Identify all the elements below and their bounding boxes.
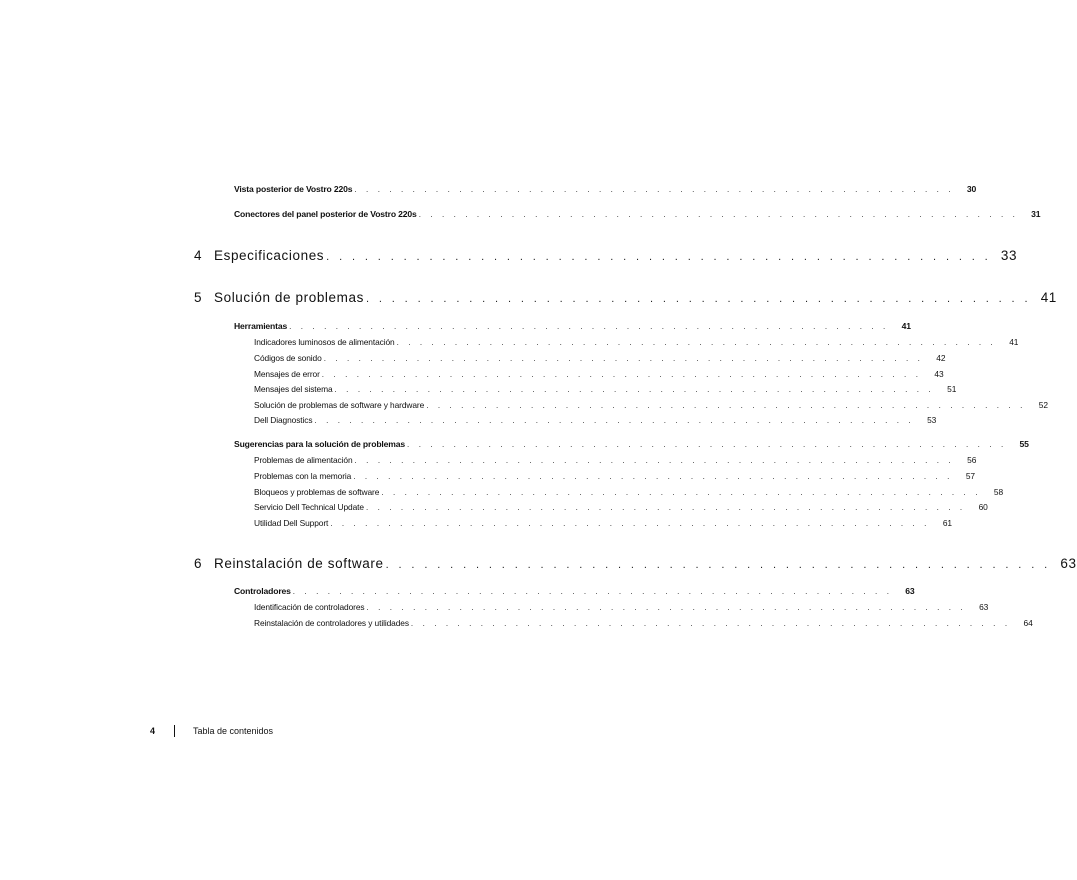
toc-entry-page: 31	[1031, 209, 1041, 219]
footer-title: Tabla de contenidos	[193, 726, 274, 736]
toc-entry-dell-diagnostics[interactable]	[254, 415, 937, 429]
toc-leader-dots: . . . . . . . . . . . . . . . . . . . . . . . . . . . . . . . . . . . . . . . . . . . . . . . . . . . .	[365, 293, 1031, 305]
toc-leader-dots: . . . . . . . . . . . . . . . . . . . . . . . . . . . . . . . . . . . . . . . . . . . . . . . . . . . .	[354, 456, 955, 465]
toc-entry-page: 51	[947, 384, 957, 394]
toc-entry-mensajes-sistema[interactable]	[254, 384, 957, 398]
toc-entry-page: 63	[1060, 556, 1077, 571]
toc-entry-identificacion[interactable]	[254, 602, 989, 616]
toc-entry-page: 30	[966, 184, 977, 194]
toc-leader-dots: . . . . . . . . . . . . . . . . . . . . . . . . . . . . . . . . . . . . . . . . . . . . . . . . . . . .	[330, 519, 930, 528]
toc-entry-label: Reinstalación de software	[214, 556, 384, 571]
toc-entry-page: 41	[901, 321, 911, 331]
toc-entry-codigos[interactable]	[254, 353, 946, 367]
page-footer	[150, 724, 273, 738]
toc-chapter-number: 6	[194, 556, 203, 571]
toc-chapter-5[interactable]	[194, 290, 1057, 310]
toc-leader-dots: . . . . . . . . . . . . . . . . . . . . . . . . . . . . . . . . . . . . . . . . . . . . . . . . . . . .	[396, 338, 997, 347]
toc-leader-dots: . . . . . . . . . . . . . . . . . . . . . . . . . . . . . . . . . . . . . . . . . . . . . . . . . . . .	[289, 322, 889, 331]
toc-leader-dots: . . . . . . . . . . . . . . . . . . . . . . . . . . . . . . . . . . . . . . . . . . . . . . . . . . . .	[292, 587, 893, 596]
toc-chapter-6[interactable]	[194, 556, 1077, 576]
toc-entry-problemas-alimentacion[interactable]	[254, 455, 977, 469]
toc-entry-label: Mensajes de error	[254, 369, 320, 379]
toc-chapter-number: 5	[194, 290, 203, 305]
toc-leader-dots: . . . . . . . . . . . . . . . . . . . . . . . . . . . . . . . . . . . . . . . . . . . . . . . . . . . .	[323, 354, 924, 363]
toc-entry-label: Indicadores luminosos de alimentación	[254, 337, 395, 347]
toc-entry-page: 55	[1019, 439, 1029, 449]
toc-entry-page: 52	[1038, 400, 1048, 410]
toc-entry-controladores[interactable]	[234, 586, 915, 600]
toc-entry-label: Utilidad Dell Support	[254, 518, 329, 528]
toc-entry-dell-support[interactable]	[254, 518, 952, 532]
toc-entry-page: 63	[905, 586, 915, 596]
toc-leader-dots: . . . . . . . . . . . . . . . . . . . . . . . . . . . . . . . . . . . . . . . . . . . . . . . . . . . .	[353, 472, 953, 481]
toc-chapter-number: 4	[194, 248, 203, 263]
toc-entry-label: Conectores del panel posterior de Vostro 220s	[234, 209, 417, 219]
toc-entry-label: Solución de problemas	[214, 290, 364, 305]
footer-page-number: 4	[150, 726, 156, 736]
toc-leader-dots: . . . . . . . . . . . . . . . . . . . . . . . . . . . . . . . . . . . . . . . . . . . . . . . . . . . .	[326, 251, 992, 263]
toc-entry-page: 33	[1000, 248, 1018, 263]
toc-entry-page: 42	[936, 353, 946, 363]
toc-leader-dots: . . . . . . . . . . . . . . . . . . . . . . . . . . . . . . . . . . . . . . . . . . . . . . . . . . . .	[314, 416, 915, 425]
toc-entry-page: 61	[942, 518, 952, 528]
toc-leader-dots: . . . . . . . . . . . . . . . . . . . . . . . . . . . . . . . . . . . . . . . . . . . . . . . . . . . .	[365, 503, 966, 512]
toc-leader-dots: . . . . . . . . . . . . . . . . . . . . . . . . . . . . . . . . . . . . . . . . . . . . . . . . . . . .	[426, 401, 1026, 410]
toc-entry-label: Solución de problemas de software y hardware	[254, 400, 425, 410]
toc-entry-page: 53	[927, 415, 937, 425]
toc-leader-dots: . . . . . . . . . . . . . . . . . . . . . . . . . . . . . . . . . . . . . . . . . . . . . . . . . . . .	[321, 370, 922, 379]
toc-entry-page: 43	[934, 369, 944, 379]
toc-entry-page: 64	[1023, 618, 1033, 628]
toc-entry-solucion-software-hardware[interactable]	[254, 400, 1048, 414]
toc-leader-dots: . . . . . . . . . . . . . . . . . . . . . . . . . . . . . . . . . . . . . . . . . . . . . . . . . . . .	[366, 603, 967, 612]
toc-leader-dots: . . . . . . . . . . . . . . . . . . . . . . . . . . . . . . . . . . . . . . . . . . . . . . . . . . . .	[354, 185, 955, 194]
toc-leader-dots: . . . . . . . . . . . . . . . . . . . . . . . . . . . . . . . . . . . . . . . . . . . . . . . . . . . .	[410, 619, 1011, 628]
toc-entry-label: Códigos de sonido	[254, 353, 322, 363]
toc-entry-technical-update[interactable]	[254, 502, 988, 516]
toc-entry-label: Problemas con la memoria	[254, 471, 352, 481]
toc-entry-label: Vista posterior de Vostro 220s	[234, 184, 353, 194]
toc-entry-label: Identificación de controladores	[254, 602, 365, 612]
toc-entry-page: 63	[979, 602, 989, 612]
toc-leader-dots: . . . . . . . . . . . . . . . . . . . . . . . . . . . . . . . . . . . . . . . . . . . . . . . . . . . .	[381, 488, 982, 497]
toc-entry-sugerencias[interactable]	[234, 439, 1029, 453]
toc-entry-conectores[interactable]	[234, 209, 1041, 223]
toc-entry-label: Controladores	[234, 586, 291, 596]
toc-leader-dots: . . . . . . . . . . . . . . . . . . . . . . . . . . . . . . . . . . . . . . . . . . . . . . . . . . . .	[407, 440, 1007, 449]
footer-divider	[174, 725, 175, 737]
toc-entry-label: Herramientas	[234, 321, 288, 331]
toc-entry-indicadores[interactable]	[254, 337, 1019, 351]
toc-entry-vista-posterior[interactable]	[234, 184, 977, 198]
toc-leader-dots: . . . . . . . . . . . . . . . . . . . . . . . . . . . . . . . . . . . . . . . . . . . . . . . . . . . .	[334, 385, 935, 394]
toc-entry-bloqueos[interactable]	[254, 487, 1004, 501]
toc-entry-page: 56	[967, 455, 977, 465]
toc-leader-dots: . . . . . . . . . . . . . . . . . . . . . . . . . . . . . . . . . . . . . . . . . . . . . . . . . . . .	[385, 559, 1051, 571]
toc-entry-label: Reinstalación de controladores y utilidades	[254, 618, 409, 628]
toc-entry-reinstalacion-controladores[interactable]	[254, 618, 1033, 632]
toc-chapter-4[interactable]	[194, 248, 1018, 268]
toc-entry-mensajes-error[interactable]	[254, 369, 944, 383]
toc-entry-label: Especificaciones	[214, 248, 325, 263]
toc-entry-label: Bloqueos y problemas de software	[254, 487, 380, 497]
toc-entry-herramientas[interactable]	[234, 321, 911, 335]
toc-entry-page: 57	[965, 471, 975, 481]
toc-entry-label: Problemas de alimentación	[254, 455, 353, 465]
toc-entry-label: Sugerencias para la solución de problemas	[234, 439, 406, 449]
toc-entry-page: 58	[993, 487, 1004, 497]
toc-entry-label: Mensajes del sistema	[254, 384, 333, 394]
toc-entry-page: 41	[1040, 290, 1057, 305]
toc-entry-label: Dell Diagnostics	[254, 415, 313, 425]
toc-entry-page: 41	[1009, 337, 1019, 347]
toc-entry-label: Servicio Dell Technical Update	[254, 502, 364, 512]
toc-entry-problemas-memoria[interactable]	[254, 471, 975, 485]
toc-leader-dots: . . . . . . . . . . . . . . . . . . . . . . . . . . . . . . . . . . . . . . . . . . . . . . . . . . . .	[418, 210, 1019, 219]
toc-entry-page: 60	[978, 502, 988, 512]
